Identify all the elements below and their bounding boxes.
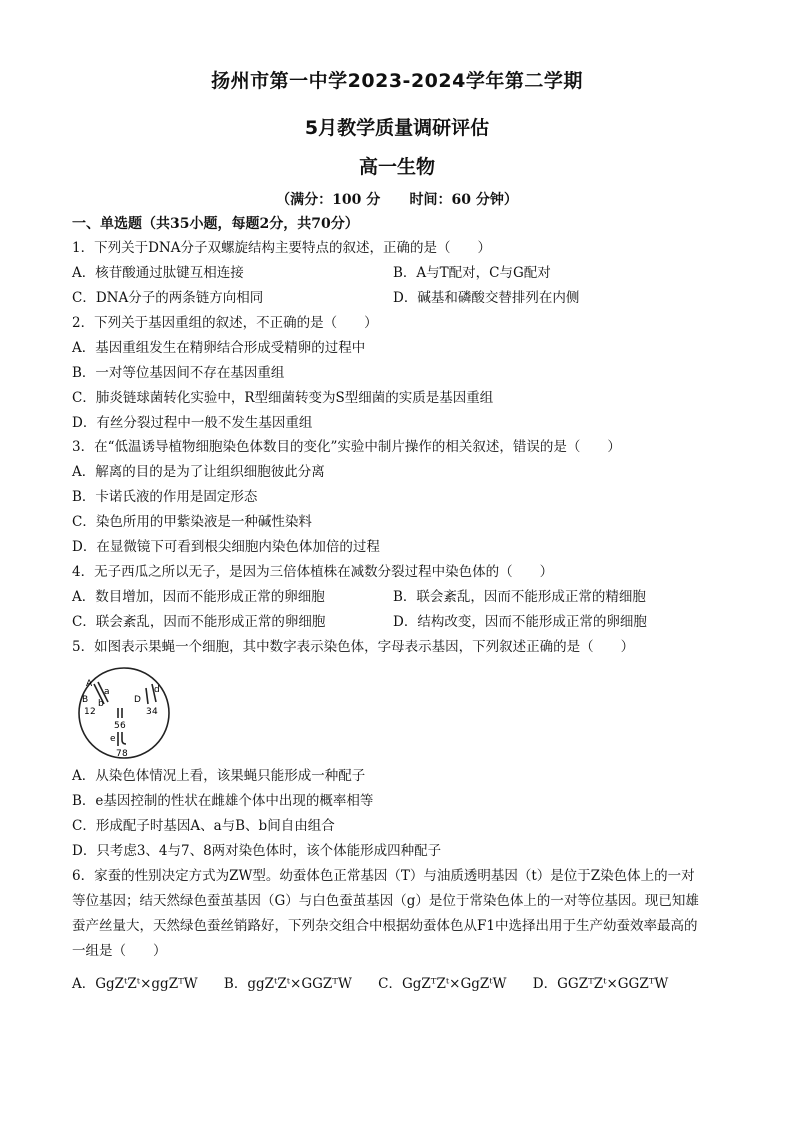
question-3-stem: 3．在“低温诱导植物细胞染色体数目的变化”实验中制片操作的相关叙述，错误的是（ ） [72, 439, 621, 455]
chromosome-label-4: 4 [152, 707, 158, 717]
chromosome-3 [146, 688, 148, 704]
q1-option-d: D．碱基和磷酸交替排列在内侧 [393, 290, 580, 306]
q6-option-a: A．GgZᵗZᵗ×ggZᵀW [72, 976, 198, 992]
q1-option-c: C．DNA分子的两条链方向相同 [72, 290, 264, 306]
fruit-fly-cell-diagram [76, 666, 172, 760]
chromosome-label-3: 3 [146, 707, 152, 717]
q6-option-d: D．GGZᵀZᵗ×GGZᵀW [532, 976, 669, 992]
chromosome-label-1: 1 [84, 707, 90, 717]
question-6-stem-line-1: 6．家蚕的性别决定方式为ZW型。幼蚕体色正常基因（T）与油质透明基因（t）是位于Z染色体上的一对 [72, 868, 695, 884]
chromosome-label-2: 2 [90, 707, 96, 717]
q4-option-d: D．结构改变，因而不能形成正常的卵细胞 [393, 614, 647, 630]
gene-label-B: B [82, 695, 89, 705]
q2-option-b: B．一对等位基因间不存在基因重组 [72, 365, 285, 381]
gene-label-e: e [110, 734, 116, 744]
q1-option-a: A．核苷酸通过肽键互相连接 [72, 265, 244, 281]
exam-info: （满分：100 分 时间：60 分钟） [276, 192, 518, 208]
q2-option-a: A．基因重组发生在精卵结合形成受精卵的过程中 [72, 340, 366, 356]
gene-label-D: D [134, 695, 141, 705]
q3-option-a: A．解离的目的是为了让组织细胞彼此分离 [72, 464, 325, 480]
chromosome-8 [122, 732, 126, 744]
question-6-stem-line-2: 等位基因；结天然绿色蚕茧基因（G）与白色蚕茧基因（g）是位于常染色体上的一对等位基因。现已知雄 [72, 893, 699, 909]
chromosome-label-6: 6 [120, 721, 126, 731]
subject-title: 高一生物 [358, 156, 435, 178]
chromosome-label-8: 8 [122, 749, 128, 759]
q5-option-a: A．从染色体情况上看，该果蝇只能形成一种配子 [72, 768, 366, 784]
q4-option-c: C．联会紊乱，因而不能形成正常的卵细胞 [72, 614, 326, 630]
question-2-stem: 2．下列关于基因重组的叙述，不正确的是（ ） [72, 315, 378, 331]
question-6-stem-line-3: 蚕产丝量大，天然绿色蚕丝销路好，下列杂交组合中根据幼蚕体色从F1中选择出用于生产幼蚕效率最高的 [72, 918, 698, 934]
q3-option-b: B．卡诺氏液的作用是固定形态 [72, 489, 258, 505]
chromosome-label-7: 7 [116, 749, 122, 759]
q5-option-c: C．形成配子时基因A、a与B、b间自由组合 [72, 818, 335, 834]
q5-option-d: D．只考虑3、4与7、8两对染色体时，该个体能形成四种配子 [72, 843, 442, 859]
gene-label-b: b [98, 699, 104, 709]
q6-option-b: B．ggZᵗZᵗ×GGZᵀW [223, 976, 352, 992]
section-heading: 一、单选题（共35小题，每题2分，共70分） [72, 216, 359, 232]
chromosome-label-5: 5 [114, 721, 120, 731]
gene-label-a: a [104, 687, 110, 697]
gene-label-A: A [86, 679, 93, 689]
question-5-stem: 5．如图表示果蝇一个细胞，其中数字表示染色体，字母表示基因，下列叙述正确的是（ ） [72, 639, 635, 655]
exam-title: 5月教学质量调研评估 [304, 117, 490, 139]
gene-label-d: d [154, 685, 160, 695]
q3-option-d: D．在显微镜下可看到根尖细胞内染色体加倍的过程 [72, 539, 380, 555]
question-6-stem-line-4: 一组是（ ） [72, 943, 167, 959]
q1-option-b: B．A与T配对，C与G配对 [393, 265, 551, 281]
q6-option-c: C．GgZᵀZᵗ×GgZᵗW [378, 976, 507, 992]
q6-options-row [72, 974, 690, 994]
q4-option-b: B．联会紊乱，因而不能形成正常的精细胞 [393, 589, 646, 605]
q3-option-c: C．染色所用的甲紫染液是一种碱性染料 [72, 514, 312, 530]
school-title: 扬州市第一中学2023-2024学年第二学期 [211, 70, 583, 92]
q2-option-d: D．有丝分裂过程中一般不发生基因重组 [72, 415, 313, 431]
q4-option-a: A．数目增加，因而不能形成正常的卵细胞 [72, 589, 325, 605]
q2-option-c: C．肺炎链球菌转化实验中，R型细菌转变为S型细菌的实质是基因重组 [72, 390, 494, 406]
q5-option-b: B．e基因控制的性状在雌雄个体中出现的概率相等 [72, 793, 374, 809]
question-4-stem: 4．无子西瓜之所以无子，是因为三倍体植株在减数分裂过程中染色体的（ ） [72, 564, 554, 580]
question-1-stem: 1．下列关于DNA分子双螺旋结构主要特点的叙述，正确的是（ ） [72, 240, 491, 256]
